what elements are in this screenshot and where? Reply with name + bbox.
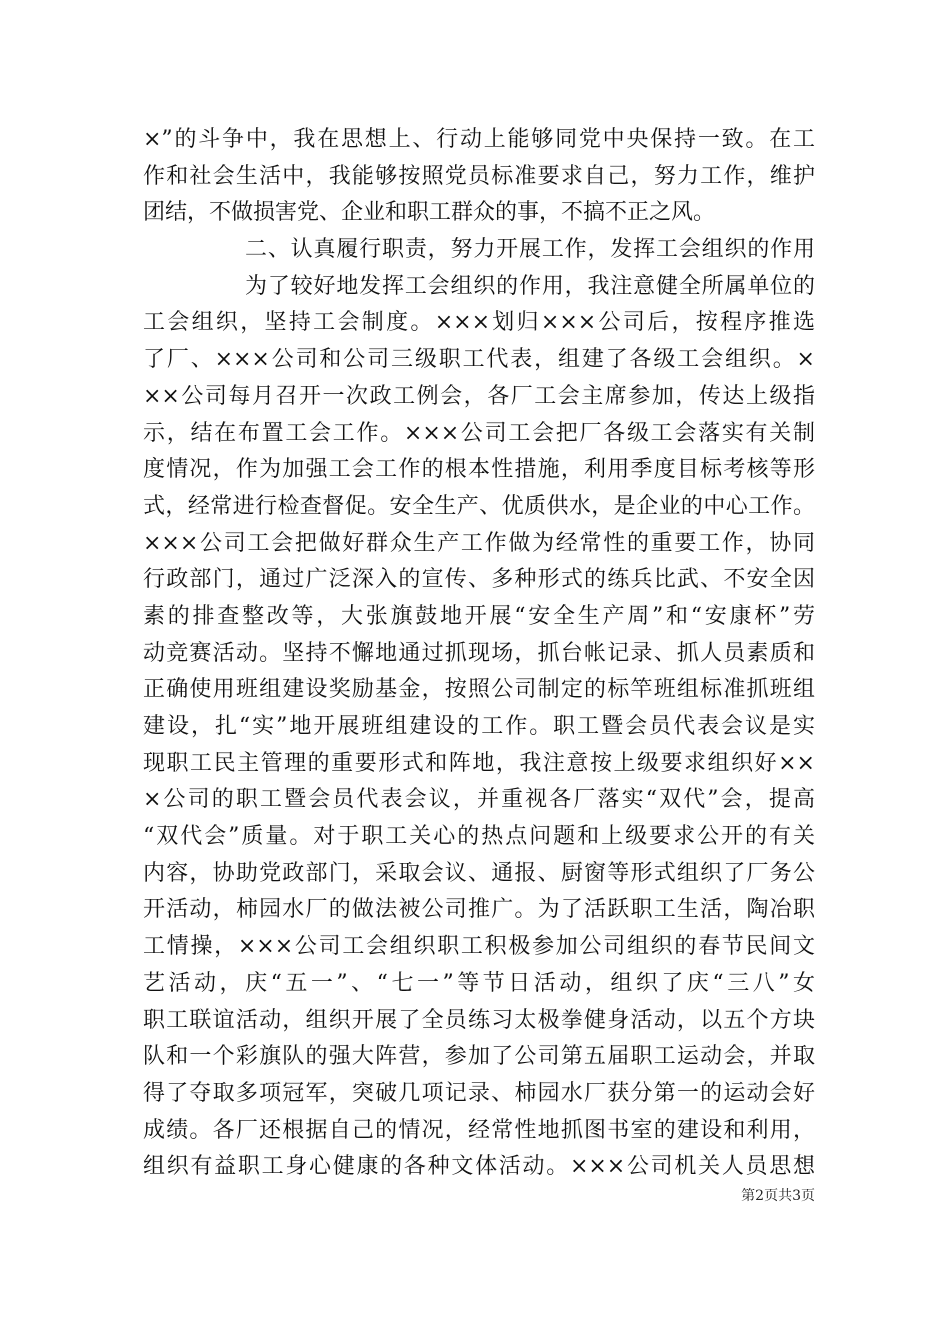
text-line: 现职工民主管理的重要形式和阵地，我注意按上级要求组织好××: [143, 750, 815, 776]
text-line: 建设，扎“实”地开展班组建设的工作。职工暨会员代表会议是实: [143, 714, 815, 739]
text-line: 示，结在布置工会工作。×××公司工会把厂各级工会落实有关制: [143, 420, 815, 446]
text-line: 得了夺取多项冠军，突破几项记录、柿园水厂获分第一的运动会好: [143, 1080, 815, 1106]
text-line: 度情况，作为加强工会工作的根本性措施，利用季度目标考核等形: [143, 457, 815, 483]
text-line: 团结，不做损害党、企业和职工群众的事，不搞不正之风。: [143, 200, 716, 226]
text-line: ××公司每月召开一次政工例会，各厂工会主席参加，传达上级指: [143, 383, 815, 409]
text-line: “双代会”质量。对于职工关心的热点问题和上级要求公开的有关: [143, 824, 815, 850]
page-number: 第2页共3页: [741, 1188, 815, 1204]
document-body: [143, 122, 815, 1186]
text-line: 开活动，柿园水厂的做法被公司推广。为了活跃职工生活，陶冶职: [143, 897, 815, 923]
text-line: ×××公司工会把做好群众生产工作做为经常性的重要工作，协同: [143, 530, 815, 556]
text-line: 组织有益职工身心健康的各种文体活动。×××公司机关人员思想: [143, 1154, 815, 1180]
text-line: 作和社会生活中，我能够按照党员标准要求自己，努力工作，维护: [143, 163, 815, 189]
text-line: 动竞赛活动。坚持不懈地通过抓现场，抓台帐记录、抓人员素质和: [143, 640, 815, 666]
text-line: 工情操，×××公司工会组织职工积极参加公司组织的春节民间文: [143, 934, 815, 960]
text-line: 正确使用班组建设奖励基金，按照公司制定的标竿班组标准抓班组: [143, 677, 815, 703]
section-heading: 二、认真履行职责，努力开展工作，发挥工会组织的作用: [245, 237, 815, 263]
text-line: 职工联谊活动，组织开展了全员练习太极拳健身活动，以五个方块: [143, 1007, 815, 1033]
text-line: ×”的斗争中，我在思想上、行动上能够同党中央保持一致。在工: [143, 127, 815, 152]
text-line: 素的排查整改等，大张旗鼓地开展“安全生产周”和“安康杯”劳: [143, 603, 815, 629]
text-line: 内容，协助党政部门，采取会议、通报、厨窗等形式组织了厂务公: [143, 860, 815, 886]
text-line: 工会组织，坚持工会制度。×××划归×××公司后，按程序推选: [143, 310, 815, 336]
text-line: 式，经常进行检查督促。安全生产、优质供水，是企业的中心工作。: [143, 493, 815, 519]
paragraph-continuation: [143, 122, 815, 232]
paragraph-union-work: [143, 269, 815, 1186]
text-line: ×公司的职工暨会员代表会议，并重视各厂落实“双代”会，提高: [143, 787, 815, 813]
text-line: 了厂、×××公司和公司三级职工代表，组建了各级工会组织。×: [143, 347, 815, 373]
text-line: 艺活动，庆“五一”、“七一”等节日活动，组织了庆“三八”女: [143, 970, 815, 996]
text-line: 为了较好地发挥工会组织的作用，我注意健全所属单位的: [245, 273, 815, 299]
text-line: 队和一个彩旗队的强大阵营，参加了公司第五届职工运动会，并取: [143, 1044, 815, 1070]
text-line: 成绩。各厂还根据自己的情况，经常性地抓图书室的建设和利用，: [143, 1117, 815, 1143]
text-line: 行政部门，通过广泛深入的宣传、多种形式的练兵比武、不安全因: [143, 567, 815, 593]
